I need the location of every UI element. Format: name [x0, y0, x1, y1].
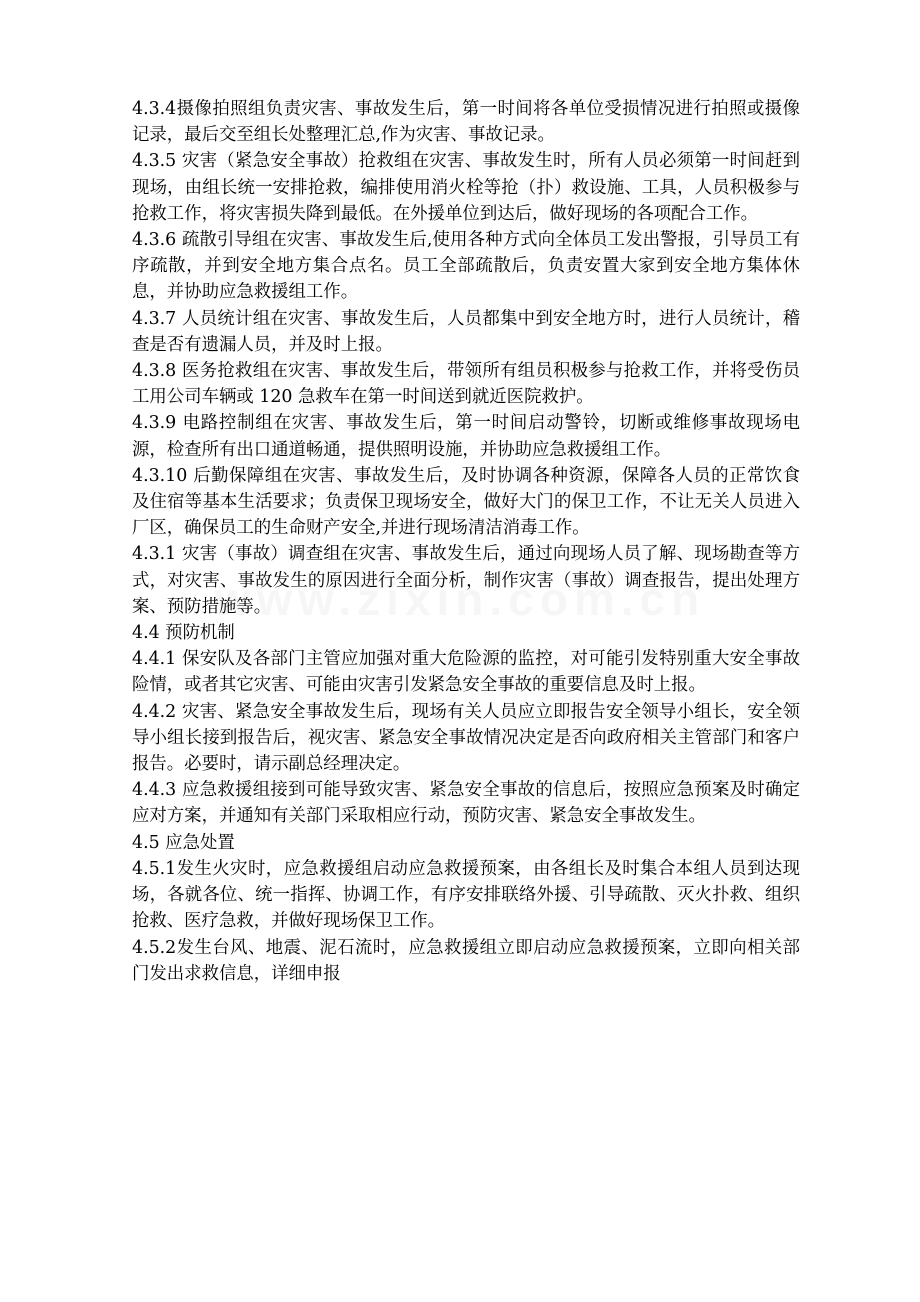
paragraph-4-3-5: 4.3.5 灾害（紧急安全事故）抢救组在灾害、事故发生时，所有人员必须第一时间赶到现场，由组长统一安排抢救，编排使用消火栓等抢（扑）救设施、工具，人员积极参与抢救工作，将灾害损失降到最低。在外援单位到达后，做好现场的各项配合工作。 — [132, 151, 800, 224]
paragraph-4-3-9: 4.3.9 电路控制组在灾害、事故发生后，第一时间启动警铃，切断或维修事故现场电源，检查所有出口通道畅通，提供照明设施，并协助应急救援组工作。 — [132, 413, 800, 460]
section-heading-4-4: 4.4 预防机制 — [132, 623, 235, 644]
paragraph-4-3-1: 4.3.1 灾害（事故）调查组在灾害、事故发生后，通过向现场人员了解、现场勘查等方式，对灾害、事故发生的原因进行全面分析，制作灾害（事故）调查报告，提出处理方案、预防措施等。 — [132, 544, 800, 617]
paragraph-4-3-7: 4.3.7 人员统计组在灾害、事故发生后，人员都集中到安全地方时，进行人员统计，稽查是否有遗漏人员，并及时上报。 — [132, 308, 800, 355]
paragraph-4-4-1: 4.4.1 保安队及各部门主管应加强对重大危险源的监控，对可能引发特别重大安全事故险情，或者其它灾害、可能由灾害引发紧急安全事故的重要信息及时上报。 — [132, 649, 800, 696]
paragraph-4-4-3: 4.4.3 应急救援组接到可能导致灾害、紧急安全事故的信息后，按照应急预案及时确定应对方案，并通知有关部门采取相应行动，预防灾害、紧急安全事故发生。 — [132, 780, 800, 827]
paragraph-4-3-4: 4.3.4摄像拍照组负责灾害、事故发生后，第一时间将各单位受损情况进行拍照或摄像记录，最后交至组长处整理汇总,作为灾害、事故记录。 — [132, 99, 800, 146]
paragraph-4-3-10: 4.3.10 后勤保障组在灾害、事故发生后，及时协调各种资源，保障各人员的正常饮食及住宿等基本生活要求；负责保卫现场安全，做好大门的保卫工作，不让无关人员进入厂区，确保员工的生命财产安全,并进行现场清洁消毒工作。 — [132, 465, 800, 539]
section-heading-4-5: 4.5 应急处置 — [132, 832, 235, 853]
paragraph-4-3-6: 4.3.6 疏散引导组在灾害、事故发生后,使用各种方式向全体员工发出警报，引导员工有序疏散，并到安全地方集合点名。员工全部疏散后，负责安置大家到安全地方集体休息，并协助应急救援组工作。 — [132, 230, 800, 303]
paragraph-4-5-2: 4.5.2发生台风、地震、泥石流时，应急救援组立即启动应急救援预案，立即向相关部门发出求救信息，详细申报 — [132, 937, 800, 984]
paragraph-4-5-1: 4.5.1发生火灾时，应急救援组启动应急救援预案，由各组长及时集合本组人员到达现场，各就各位、统一指挥、协调工作，有序安排联络外援、引导疏散、灭火扑救、组织抢救、医疗急救，并做好现场保卫工作。 — [132, 858, 800, 932]
paragraph-4-3-8: 4.3.8 医务抢救组在灾害、事故发生后，带领所有组员积极参与抢救工作，并将受伤员工用公司车辆或 120 急救车在第一时间送到就近医院救护。 — [132, 361, 800, 408]
document-body — [132, 96, 800, 987]
paragraph-4-4-2: 4.4.2 灾害、紧急安全事故发生后，现场有关人员应立即报告安全领导小组长，安全领导小组长接到报告后，视灾害、紧急安全事故情况决定是否向政府相关主管部门和客户报告。必要时，请示副总经理决定。 — [132, 701, 800, 775]
